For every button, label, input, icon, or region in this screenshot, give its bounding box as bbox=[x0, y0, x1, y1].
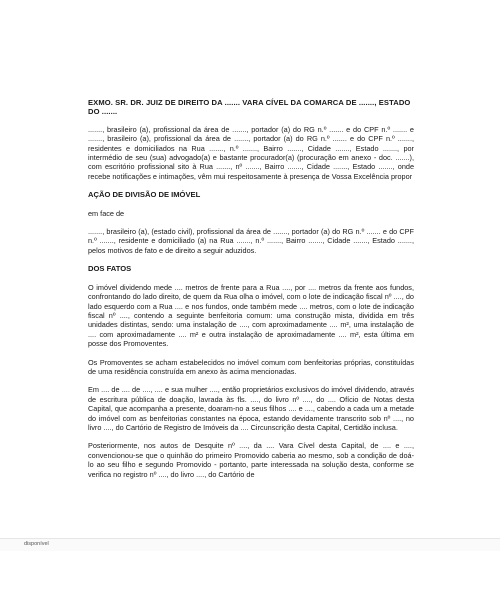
facts-title: DOS FATOS bbox=[88, 264, 132, 274]
facts-paragraph-4: Posteriormente, nos autos de Desquite nº ...., da .... Vara Cível desta Capital, de .... e ...., convencionou-se que o quinhão do primeiro Promovido caberia ao mesmo, sob a condição de doá-lo ao seu filho e segundo Promovido - portanto, parte interessada na solução desta, conforme se verifica no registro nº ...., do livro ...., do Cartório de bbox=[88, 441, 414, 479]
intro-paragraph: ......., brasileiro (a), profissional da área de ......., portador (a) do RG n.º ....... e do CPF n.º ....... e ......., brasileiro (a), profissional da área de ......., portador (a) do RG n.º ....... e do CPF n.º ......., residentes e domiciliados na Rua ......., n.º ......., Bairro ......., Cidade ......., Estado ......., por intermédio de seu (sua) advogado(a) e bastante procurador(a) (procuração em anexo - doc. .......), com escritório profissional sito à Rua ......., nº ......., Bairro ......., Cidade ......., Estado ......., onde recebe notificações e intimações, vêm mui respeitosamente à presença de Vossa Excelência propor bbox=[88, 124, 414, 181]
availability-label: disponível bbox=[24, 541, 49, 547]
facts-paragraph-3: Em .... de .... de ...., .... e sua mulher ...., então proprietários exclusivos do imóvel dividendo, através de escritura pública de doação, lavrada às fls. ...., do livro nº ...., do .... Ofício de Notas desta Capital, que acompanha a presente, doaram-no a seus filhos .... e ...., cabendo a cada um a metade do imóvel com as benfeitorias constantes na época, estando devidamente transcrito sob nº ...., no livro ...., do Cartório de Registro de Imóveis da .... Circunscrição desta Capital, Certidão inclusa. bbox=[88, 385, 414, 432]
footer-bar bbox=[0, 538, 500, 551]
facts-paragraph-2: Os Promoventes se acham estabelecidos no imóvel comum com benfeitorias próprias, constituídas de uma residência construída em anexo às acima mencionadas. bbox=[88, 357, 414, 376]
em-face-text: em face de bbox=[88, 208, 125, 218]
defendant-paragraph: ......., brasileiro (a), (estado civil), profissional da área de ......., portador (a) do RG n.º ....... e do CPF n.º ......., residente e domiciliado (a) na Rua ......., n.º ......., Bairro ......., Cidade ......., Estado ......., pelos motivos de fato e de direito a seguir aduzidos. bbox=[88, 227, 414, 255]
action-title: AÇÃO DE DIVISÃO DE IMÓVEL bbox=[88, 190, 201, 200]
document-heading: EXMO. SR. DR. JUIZ DE DIREITO DA ....... VARA CÍVEL DA COMARCA DE ......., ESTADO DO ....... bbox=[88, 98, 411, 117]
document-body bbox=[88, 98, 414, 488]
facts-paragraph-1: O imóvel dividendo mede .... metros de frente para a Rua ...., por .... metros da frente aos fundos, confrontando do lado direito, de quem da Rua olha o imóvel, com o lote de indicação fiscal nº ...., do lado esquerdo com a Rua .... e nos fundos, onde também mede .... metros, com o lote de indicação fiscal nº ...., contendo a seguinte benfeitoria comum: uma construção mista, dividida em três unidades distintas, sendo: uma instalação de ...., com aproximadamente .... m², uma instalação de .... com aproximadamente .... m² e outra instalação de aproximadamente .... m², esta última em posse dos Promoventes. bbox=[88, 282, 414, 349]
